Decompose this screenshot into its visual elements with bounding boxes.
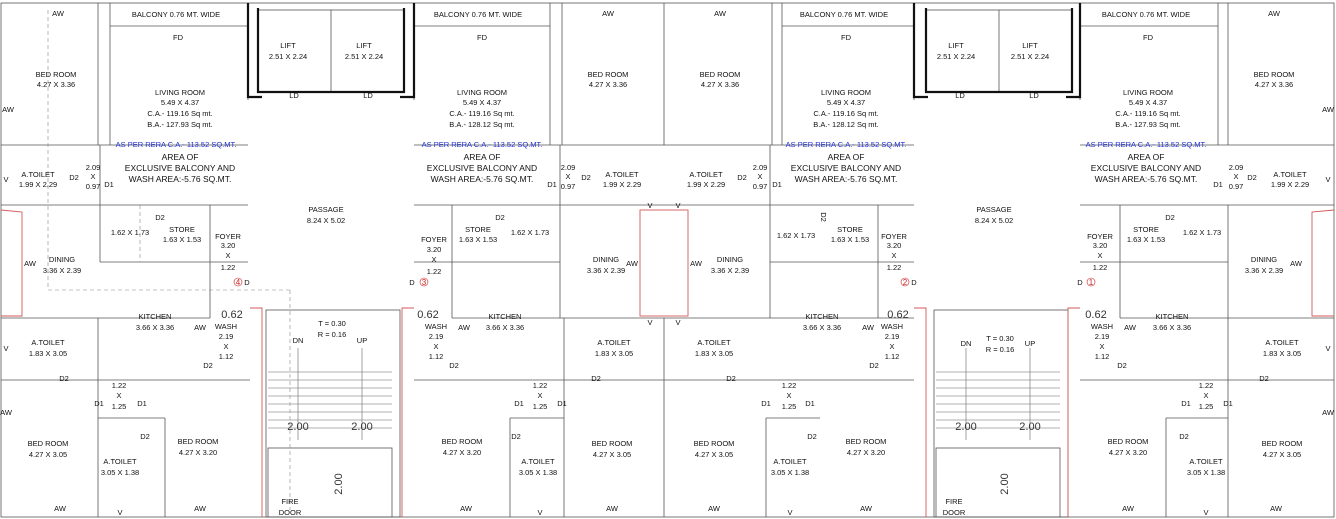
label-d1: D1: [94, 399, 104, 408]
label-d2: D2: [737, 173, 747, 182]
label-d1: D1: [761, 399, 771, 408]
label-size: 3.36 X 2.39: [1244, 266, 1284, 275]
label-atoilet: A.TOILET: [1273, 170, 1307, 179]
label-size: 4.27 X 3.05: [28, 450, 68, 459]
label-aw: AW: [52, 9, 64, 18]
label-bedroom: BED ROOM: [845, 437, 887, 446]
label-dim: 2.00: [1019, 421, 1041, 433]
label-area: AREA OF: [463, 152, 501, 162]
label-size: 4.27 X 3.36: [700, 80, 740, 89]
label-living: LIVING ROOM: [456, 88, 508, 97]
label-dining: DINING: [48, 255, 76, 264]
label-size: 1.83 X 3.05: [28, 349, 68, 358]
label-area: WASH AREA:-5.76 SQ.MT.: [128, 174, 232, 184]
label-d: D: [1077, 278, 1083, 287]
label-kitchen: KITCHEN: [488, 312, 522, 321]
label-lift-size: 2.51 X 2.24: [344, 52, 384, 61]
label-size: 3.36 X 2.39: [42, 266, 82, 275]
label-atoilet: A.TOILET: [597, 338, 631, 347]
label-door: DOOR: [278, 508, 302, 517]
label-living: LIVING ROOM: [820, 88, 872, 97]
label-up: UP: [1024, 339, 1036, 348]
label-d2: D2: [1179, 432, 1189, 441]
label-size: 1.63 X 1.53: [162, 235, 202, 244]
label-aw: AW: [606, 504, 618, 513]
label-ca: C.A.- 119.16 Sq mt.: [813, 109, 879, 118]
label-d2: D2: [726, 374, 736, 383]
label-bedroom: BED ROOM: [591, 439, 633, 448]
label-foyer: FOYER: [881, 232, 907, 241]
label-lift: LIFT: [356, 41, 372, 50]
label-riser: R = 0.16: [317, 330, 347, 339]
label-dim: 3.20: [220, 241, 236, 250]
label-v: V: [1203, 508, 1209, 517]
label-aw: AW: [24, 259, 36, 268]
label-aw: AW: [690, 259, 702, 268]
label-foyer: FOYER: [421, 235, 447, 244]
label-dining: DINING: [592, 255, 620, 264]
label-d2: D2: [819, 212, 828, 222]
label-v: V: [1325, 175, 1331, 184]
label-dining: DINING: [716, 255, 744, 264]
label-wash: WASH: [1090, 322, 1114, 331]
label-fd: FD: [477, 33, 487, 42]
label-size: 3.05 X 1.38: [1186, 468, 1226, 477]
label-balcony: BALCONY 0.76 MT. WIDE: [433, 10, 523, 19]
label-v: V: [675, 201, 681, 210]
label-v: V: [647, 201, 653, 210]
label-size: 1.99 X 2.29: [602, 180, 642, 189]
label-d2: D2: [1165, 213, 1175, 222]
label-area: EXCLUSIVE BALCONY AND: [790, 163, 902, 173]
label-balcony: BALCONY 0.76 MT. WIDE: [131, 10, 221, 19]
label-dim: 1.22: [1198, 381, 1214, 390]
label-size: 5.49 X 4.37: [462, 98, 502, 107]
unit-number: 2: [902, 278, 908, 287]
label-dim: 0.62: [1085, 309, 1107, 321]
label-size: 4.27 X 3.20: [178, 448, 218, 457]
label-aw: AW: [626, 259, 638, 268]
label-size: 4.27 X 3.20: [1108, 448, 1148, 457]
label-size: 3.05 X 1.38: [100, 468, 140, 477]
label-v: V: [3, 175, 9, 184]
label-size: 3.05 X 1.38: [518, 468, 558, 477]
label-aw: AW: [1268, 9, 1280, 18]
label-dining: DINING: [1250, 255, 1278, 264]
label-dim: 1.22: [781, 381, 797, 390]
label-d2: D2: [591, 374, 601, 383]
core-a-labels: [269, 41, 383, 517]
label-foyer: FOYER: [215, 232, 241, 241]
label-d1: D1: [557, 399, 567, 408]
label-ca: C.A.- 119.16 Sq mt.: [1115, 109, 1181, 118]
label-aw: AW: [714, 9, 726, 18]
label-size: 1.83 X 3.05: [694, 349, 734, 358]
label-dn: DN: [292, 336, 304, 345]
label-dim: 1.25: [781, 402, 797, 411]
label-ld: LD: [1029, 91, 1039, 100]
label-x: X: [90, 172, 96, 181]
label-d1: D1: [104, 180, 114, 189]
label-ba: B.A.- 128.12 Sq mt.: [449, 120, 515, 129]
unit-4-labels: [0, 9, 250, 517]
label-size: 5.49 X 4.37: [826, 98, 866, 107]
label-d2: D2: [807, 432, 817, 441]
label-aw: AW: [862, 323, 874, 332]
label-dim: 3.20: [886, 241, 902, 250]
unit-number: 3: [421, 278, 427, 287]
label-living: LIVING ROOM: [1122, 88, 1174, 97]
label-size: 4.27 X 3.20: [846, 448, 886, 457]
label-dim: 1.62 X 1.73: [510, 228, 550, 237]
label-fire: FIRE: [945, 497, 963, 506]
label-passage: PASSAGE: [976, 205, 1012, 214]
label-aw: AW: [194, 323, 206, 332]
label-x: X: [431, 255, 437, 264]
label-area: AREA OF: [161, 152, 199, 162]
label-size: 8.24 X 5.02: [306, 216, 346, 225]
label-bedroom: BED ROOM: [1107, 437, 1149, 446]
label-d2: D2: [869, 361, 879, 370]
unit-3-labels: [409, 9, 652, 517]
label-dim: 0.97: [85, 182, 101, 191]
label-store: STORE: [837, 225, 863, 234]
label-x: X: [433, 342, 439, 351]
label-dim: 1.12: [428, 352, 444, 361]
label-dim: 1.62 X 1.73: [1182, 228, 1222, 237]
label-rera: AS PER RERA C.A.- 113.52 SQ.MT.: [1085, 140, 1207, 149]
label-size: 1.63 X 1.53: [458, 235, 498, 244]
label-dim: 1.62 X 1.73: [776, 231, 816, 240]
label-d: D: [409, 278, 415, 287]
label-dim: 1.25: [532, 402, 548, 411]
label-lift-size: 2.51 X 2.24: [1010, 52, 1050, 61]
label-x: X: [1203, 391, 1209, 400]
label-size: 4.27 X 3.05: [1262, 450, 1302, 459]
unit-2-labels: [675, 9, 917, 517]
label-aw: AW: [1122, 504, 1134, 513]
label-atoilet: A.TOILET: [697, 338, 731, 347]
label-dim: 1.22: [532, 381, 548, 390]
label-d1: D1: [137, 399, 147, 408]
label-ld: LD: [289, 91, 299, 100]
label-dim: 0.97: [1228, 182, 1244, 191]
label-dim: 1.12: [884, 352, 900, 361]
label-dim: 1.12: [218, 352, 234, 361]
label-size: 5.49 X 4.37: [1128, 98, 1168, 107]
label-d2: D2: [1117, 361, 1127, 370]
label-dim: 0.62: [417, 309, 439, 321]
label-atoilet: A.TOILET: [31, 338, 65, 347]
label-store: STORE: [465, 225, 491, 234]
label-foyer: FOYER: [1087, 232, 1113, 241]
label-d1: D1: [514, 399, 524, 408]
label-size: 1.99 X 2.29: [686, 180, 726, 189]
label-area: WASH AREA:-5.76 SQ.MT.: [430, 174, 534, 184]
label-dim: 1.12: [1094, 352, 1110, 361]
label-bedroom: BED ROOM: [693, 439, 735, 448]
unit-1-labels: [1077, 9, 1335, 517]
label-lift: LIFT: [948, 41, 964, 50]
label-bedroom: BED ROOM: [35, 70, 77, 79]
label-d: D: [911, 278, 917, 287]
label-aw: AW: [0, 408, 12, 417]
label-x: X: [1099, 342, 1105, 351]
label-atoilet: A.TOILET: [103, 457, 137, 466]
label-d1: D1: [547, 180, 557, 189]
dashed-lines: [48, 10, 290, 510]
label-dim: 2.00: [333, 473, 345, 495]
label-d2: D2: [59, 374, 69, 383]
label-lift: LIFT: [1022, 41, 1038, 50]
label-area: EXCLUSIVE BALCONY AND: [1090, 163, 1202, 173]
label-v: V: [117, 508, 123, 517]
label-d2: D2: [1247, 173, 1257, 182]
label-living: LIVING ROOM: [154, 88, 206, 97]
label-up: UP: [356, 336, 368, 345]
label-bedroom: BED ROOM: [27, 439, 69, 448]
label-d2: D2: [495, 213, 505, 222]
label-area: EXCLUSIVE BALCONY AND: [426, 163, 538, 173]
label-fire: FIRE: [281, 497, 299, 506]
label-size: 4.27 X 3.05: [592, 450, 632, 459]
label-size: 8.24 X 5.02: [974, 216, 1014, 225]
label-size: 4.27 X 3.36: [36, 80, 76, 89]
label-atoilet: A.TOILET: [21, 170, 55, 179]
label-size: 1.63 X 1.53: [830, 235, 870, 244]
label-rera: AS PER RERA C.A.- 113.52 SQ.MT.: [421, 140, 543, 149]
label-d2: D2: [69, 173, 79, 182]
label-dim: 1.22: [1092, 263, 1108, 272]
label-v: V: [3, 344, 9, 353]
label-ca: C.A.- 119.16 Sq mt.: [147, 109, 213, 118]
label-size: 4.27 X 3.20: [442, 448, 482, 457]
label-dn: DN: [960, 339, 972, 348]
label-dim: 2.19: [1094, 332, 1110, 341]
label-d2: D2: [581, 173, 591, 182]
label-bedroom: BED ROOM: [1253, 70, 1295, 79]
label-size: 3.66 X 3.36: [485, 323, 525, 332]
label-area: WASH AREA:-5.76 SQ.MT.: [794, 174, 898, 184]
label-size: 4.27 X 3.05: [694, 450, 734, 459]
label-d1: D1: [772, 180, 782, 189]
label-aw: AW: [602, 9, 614, 18]
label-size: 3.66 X 3.36: [135, 323, 175, 332]
label-aw: AW: [1270, 504, 1282, 513]
label-x: X: [757, 172, 763, 181]
label-x: X: [565, 172, 571, 181]
label-atoilet: A.TOILET: [605, 170, 639, 179]
label-wash: WASH: [214, 322, 238, 331]
label-size: 1.63 X 1.53: [1126, 235, 1166, 244]
label-v: V: [1325, 344, 1331, 353]
label-d2: D2: [1259, 374, 1269, 383]
label-dim: 2.00: [287, 421, 309, 433]
label-fd: FD: [1143, 33, 1153, 42]
label-tread: T = 0.30: [318, 319, 346, 328]
label-aw: AW: [54, 504, 66, 513]
label-aw: AW: [2, 105, 14, 114]
label-dim: 2.09: [1228, 163, 1244, 172]
red-boundary: [1, 210, 1334, 517]
label-d2: D2: [449, 361, 459, 370]
label-atoilet: A.TOILET: [773, 457, 807, 466]
label-dim: 0.62: [221, 309, 243, 321]
label-d1: D1: [805, 399, 815, 408]
label-dim: 1.22: [111, 381, 127, 390]
label-tread: T = 0.30: [986, 334, 1014, 343]
label-kitchen: KITCHEN: [1155, 312, 1189, 321]
label-dim: 1.25: [1198, 402, 1214, 411]
label-dim: 2.19: [428, 332, 444, 341]
label-store: STORE: [169, 225, 195, 234]
label-aw: AW: [194, 504, 206, 513]
label-fd: FD: [173, 33, 183, 42]
label-dim: 0.97: [560, 182, 576, 191]
label-lift-size: 2.51 X 2.24: [936, 52, 976, 61]
label-bedroom: BED ROOM: [441, 437, 483, 446]
unit-number: 1: [1088, 278, 1094, 287]
label-dim: 2.09: [560, 163, 576, 172]
label-area: AREA OF: [1127, 152, 1165, 162]
label-v: V: [787, 508, 793, 517]
label-dim: 1.22: [220, 263, 236, 272]
label-kitchen: KITCHEN: [805, 312, 839, 321]
core-b-labels: [937, 41, 1049, 517]
label-v: V: [675, 318, 681, 327]
label-d2: D2: [511, 432, 521, 441]
label-ld: LD: [363, 91, 373, 100]
label-d2: D2: [155, 213, 165, 222]
label-dim: 1.22: [426, 267, 442, 276]
label-size: 3.66 X 3.36: [1152, 323, 1192, 332]
label-size: 1.83 X 3.05: [1262, 349, 1302, 358]
label-fd: FD: [841, 33, 851, 42]
label-size: 3.66 X 3.36: [802, 323, 842, 332]
label-ba: B.A.- 127.93 Sq mt.: [1115, 120, 1181, 129]
label-balcony: BALCONY 0.76 MT. WIDE: [799, 10, 889, 19]
label-wash: WASH: [424, 322, 448, 331]
label-size: 3.36 X 2.39: [710, 266, 750, 275]
label-bedroom: BED ROOM: [699, 70, 741, 79]
label-size: 1.99 X 2.29: [1270, 180, 1310, 189]
label-v: V: [647, 318, 653, 327]
label-dim: 1.25: [111, 402, 127, 411]
label-balcony: BALCONY 0.76 MT. WIDE: [1101, 10, 1191, 19]
label-dim: 1.62 X 1.73: [110, 228, 150, 237]
label-d1: D1: [1223, 399, 1233, 408]
label-aw: AW: [1290, 259, 1302, 268]
label-dim: 2.09: [85, 163, 101, 172]
label-size: 1.83 X 3.05: [594, 349, 634, 358]
label-rera: AS PER RERA C.A.- 113.52 SQ.MT.: [785, 140, 907, 149]
label-d2: D2: [140, 432, 150, 441]
label-dim: 2.00: [351, 421, 373, 433]
label-bedroom: BED ROOM: [177, 437, 219, 446]
label-area: WASH AREA:-5.76 SQ.MT.: [1094, 174, 1198, 184]
label-store: STORE: [1133, 225, 1159, 234]
label-dim: 2.00: [999, 473, 1011, 495]
label-dim: 2.19: [884, 332, 900, 341]
label-x: X: [786, 391, 792, 400]
label-ba: B.A.- 127.93 Sq mt.: [147, 120, 213, 129]
label-dim: 2.19: [218, 332, 234, 341]
label-wash: WASH: [880, 322, 904, 331]
label-aw: AW: [708, 504, 720, 513]
label-area: EXCLUSIVE BALCONY AND: [124, 163, 236, 173]
label-dim: 0.97: [752, 182, 768, 191]
label-size: 4.27 X 3.36: [588, 80, 628, 89]
label-d1: D1: [1213, 180, 1223, 189]
label-atoilet: A.TOILET: [521, 457, 555, 466]
unit-number: 4: [235, 278, 241, 287]
label-size: 4.27 X 3.36: [1254, 80, 1294, 89]
label-dim: 3.20: [426, 245, 442, 254]
label-x: X: [225, 251, 231, 260]
label-aw: AW: [460, 504, 472, 513]
label-x: X: [223, 342, 229, 351]
label-atoilet: A.TOILET: [1265, 338, 1299, 347]
label-aw: AW: [1322, 408, 1334, 417]
label-dim: 0.62: [887, 309, 909, 321]
label-aw: AW: [860, 504, 872, 513]
label-bedroom: BED ROOM: [587, 70, 629, 79]
label-atoilet: A.TOILET: [689, 170, 723, 179]
label-aw: AW: [458, 323, 470, 332]
label-door: DOOR: [942, 508, 966, 517]
label-passage: PASSAGE: [308, 205, 344, 214]
label-rera: AS PER RERA C.A.- 113.52 SQ.MT.: [115, 140, 237, 149]
label-d1: D1: [1181, 399, 1191, 408]
label-ba: B.A.- 128.12 Sq mt.: [813, 120, 879, 129]
label-riser: R = 0.16: [985, 345, 1015, 354]
label-x: X: [889, 342, 895, 351]
label-atoilet: A.TOILET: [1189, 457, 1223, 466]
label-size: 1.99 X 2.29: [18, 180, 58, 189]
label-x: X: [891, 251, 897, 260]
label-ld: LD: [955, 91, 965, 100]
label-dim: 2.00: [955, 421, 977, 433]
label-aw: AW: [1322, 105, 1334, 114]
label-dim: 3.20: [1092, 241, 1108, 250]
label-dim: 2.09: [752, 163, 768, 172]
label-v: V: [537, 508, 543, 517]
label-lift: LIFT: [280, 41, 296, 50]
label-area: AREA OF: [827, 152, 865, 162]
label-kitchen: KITCHEN: [138, 312, 172, 321]
label-size: 3.36 X 2.39: [586, 266, 626, 275]
label-x: X: [1097, 251, 1103, 260]
label-bedroom: BED ROOM: [1261, 439, 1303, 448]
label-x: X: [1233, 172, 1239, 181]
label-x: X: [537, 391, 543, 400]
label-d2: D2: [203, 361, 213, 370]
label-ca: C.A.- 119.16 Sq mt.: [449, 109, 515, 118]
label-x: X: [116, 391, 122, 400]
label-size: 5.49 X 4.37: [160, 98, 200, 107]
label-size: 3.05 X 1.38: [770, 468, 810, 477]
label-d: D: [244, 278, 250, 287]
label-aw: AW: [1124, 323, 1136, 332]
label-lift-size: 2.51 X 2.24: [268, 52, 308, 61]
label-dim: 1.22: [886, 263, 902, 272]
